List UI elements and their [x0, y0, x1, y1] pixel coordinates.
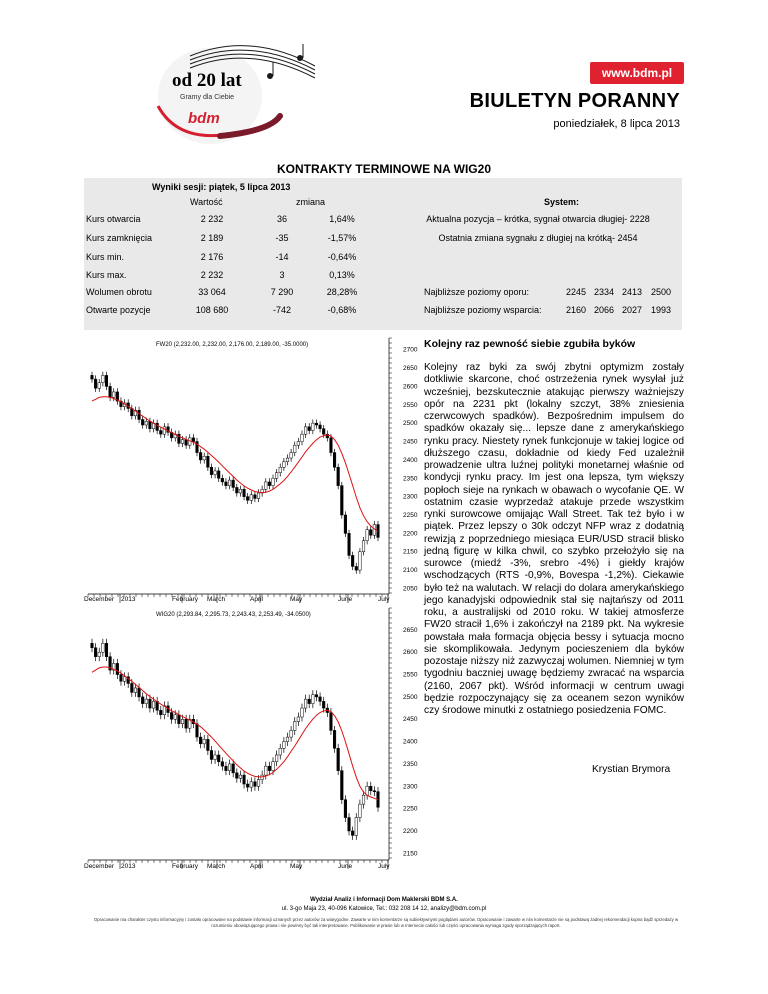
wig20-candle-body: [225, 766, 228, 770]
session-results-panel: [84, 178, 682, 330]
fw20-candle-body: [308, 427, 311, 431]
wig20-candle-body: [131, 683, 134, 692]
fw20-candle-body: [330, 438, 333, 453]
fw20-x-tick-label: 2013: [121, 596, 136, 603]
section-title: KONTRAKTY TERMINOWE NA WIG20: [276, 162, 491, 176]
fw20-candle-body: [297, 442, 300, 446]
fw20-candle-body: [250, 495, 253, 501]
resistance-label: Najbliższe poziomy oporu:: [424, 287, 530, 297]
wig20-candle-body: [254, 782, 257, 786]
wig20-candle-body: [348, 818, 351, 831]
fw20-candle-body: [319, 425, 322, 429]
fw20-candle-body: [149, 421, 152, 428]
wig20-candle-body: [91, 643, 94, 647]
fw20-candle-body: [268, 482, 271, 486]
fw20-candle-body: [199, 453, 202, 460]
fw20-candle-body: [369, 530, 372, 536]
system-current-position: Aktualna pozycja – krótka, sygnał otwarcia długiej- 2228: [426, 214, 650, 224]
wig20-candle-body: [159, 710, 162, 714]
wig20-x-tick-label: February: [172, 863, 199, 870]
fw20-y-tick-label: 2450: [403, 438, 418, 446]
row-value: 2 232: [200, 270, 224, 280]
col-system-header: System:: [544, 197, 580, 207]
row-percent: -1,57%: [327, 233, 357, 243]
wig20-candle-body: [290, 730, 293, 737]
support-level: 1993: [651, 305, 672, 315]
fw20-candle-body: [98, 383, 101, 389]
wig20-candle-body: [207, 739, 210, 750]
fw20-candle-body: [192, 438, 195, 442]
wig20-candle-body: [105, 643, 108, 656]
wig20-candle-body: [369, 786, 372, 790]
wig20-y-tick-label: 2200: [403, 827, 418, 835]
resistance-level: 2334: [594, 287, 615, 297]
wig20-candle-body: [340, 771, 343, 800]
fw20-candle-body: [239, 489, 242, 493]
wig20-candle-body: [138, 688, 141, 697]
fw20-candle-body: [225, 482, 228, 486]
row-value: 33 064: [198, 287, 226, 297]
svg-text:bdm: bdm: [188, 110, 220, 127]
wig20-candle-body: [312, 695, 315, 704]
fw20-x-tick-label: March: [207, 596, 226, 603]
fw20-candle-body: [279, 467, 282, 473]
fw20-candle-body: [94, 379, 97, 388]
article-author: Krystian Brymora: [592, 764, 671, 775]
wig20-candle-body: [246, 784, 249, 787]
fw20-candle-body: [221, 478, 224, 482]
wig20-candle-body: [319, 697, 322, 701]
fw20-candle-body: [355, 566, 358, 570]
wig20-x-tick-label: December: [84, 863, 114, 870]
wig20-candle-body: [102, 643, 105, 652]
wig20-candle-body: [279, 748, 282, 755]
fw20-candle-body: [283, 462, 286, 468]
row-percent: 28,28%: [326, 287, 358, 297]
fw20-candle-body: [301, 434, 304, 441]
fw20-candle-body: [228, 480, 231, 486]
wig20-candle-body: [181, 719, 184, 723]
fw20-chart-title: FW20 (2,232.00, 2,232.00, 2,176.00, 2,189.00, -35.0000): [156, 342, 309, 348]
row-change: -35: [275, 233, 289, 243]
wig20-candle-body: [170, 713, 173, 720]
wig20-candle-body: [333, 730, 336, 748]
wig20-y-tick-label: 2450: [403, 716, 418, 724]
wig20-candle-body: [221, 762, 224, 766]
fw20-candle-body: [315, 423, 318, 425]
fw20-x-tick-label: June: [338, 596, 353, 603]
fw20-candle-body: [109, 386, 112, 397]
fw20-x-tick-label: April: [250, 596, 264, 603]
fw20-candle-body: [102, 375, 105, 382]
row-label: Wolumen obrotu: [86, 287, 152, 297]
wig20-chart-title: WIG20 (2,293.84, 2,295.73, 2,243.43, 2,253.49, -34.0500): [156, 612, 311, 618]
bdm-anniversary-logo: [150, 36, 320, 156]
fw20-candle-body: [181, 440, 184, 444]
wig20-x-tick-label: April: [250, 863, 264, 870]
wig20-candle-body: [214, 755, 217, 759]
resistance-level: 2413: [622, 287, 643, 297]
row-change: -14: [275, 252, 289, 262]
row-label: Kurs min.: [86, 252, 125, 262]
footer-contact: ul. 3-go Maja 23, 40-096 Katowice, Tel.: 032 208 14 12, analizy@bdm.com.pl: [281, 906, 487, 912]
support-level: 2160: [566, 305, 587, 315]
fw20-candle-body: [348, 533, 351, 555]
wig20-candle-body: [243, 775, 246, 784]
fw20-candle-body: [91, 375, 94, 379]
row-percent: -0,64%: [327, 252, 357, 262]
wig20-candle-body: [145, 699, 148, 703]
fw20-candle-body: [214, 471, 217, 475]
fw20-candle-body: [286, 458, 289, 462]
row-change: -742: [272, 305, 291, 315]
wig20-candle-body: [337, 748, 340, 770]
row-value: 2 232: [200, 214, 224, 224]
wig20-candle-body: [293, 721, 296, 730]
resistance-level: 2245: [566, 287, 587, 297]
fw20-y-tick-label: 2350: [403, 475, 418, 483]
row-percent: 1,64%: [329, 214, 355, 224]
fw20-candle-body: [290, 453, 293, 459]
fw20-candle-body: [344, 515, 347, 533]
wig20-y-tick-label: 2650: [403, 626, 418, 634]
wig20-y-tick-label: 2550: [403, 671, 418, 679]
wig20-candle-body: [355, 818, 358, 836]
wig20-candle-body: [228, 764, 231, 771]
wig20-candle-body: [134, 688, 137, 692]
fw20-y-tick-label: 2100: [403, 567, 418, 575]
wig20-y-tick-label: 2350: [403, 760, 418, 768]
support-level: 2066: [594, 305, 615, 315]
fw20-candle-body: [359, 552, 362, 570]
fw20-candle-body: [243, 489, 246, 496]
wig20-candle-body: [178, 715, 181, 724]
wig20-candle-body: [257, 780, 260, 787]
system-last-change: Ostatnia zmiana sygnału z długiej na krótką- 2454: [438, 233, 638, 243]
row-label: Otwarte pozycje: [86, 305, 151, 315]
fw20-candle-body: [275, 473, 278, 479]
wig20-candle-body: [232, 764, 235, 773]
fw20-y-tick-label: 2300: [403, 493, 418, 501]
wig20-candle-body: [152, 701, 155, 708]
wig20-candle-body: [236, 773, 239, 778]
wig20-candle-body: [286, 737, 289, 741]
fw20-candle-body: [210, 467, 213, 474]
fw20-candle-body: [272, 478, 275, 485]
wig20-y-tick-label: 2400: [403, 738, 418, 746]
svg-text:Gramy dla Ciebie: Gramy dla Ciebie: [180, 94, 235, 101]
wig20-candle-body: [174, 715, 177, 719]
wig20-candle-body: [322, 701, 325, 708]
fw20-candle-body: [236, 487, 239, 493]
wig20-y-tick-label: 2300: [403, 783, 418, 791]
fw20-candle-body: [217, 471, 220, 478]
fw20-candle-body: [105, 375, 108, 386]
svg-text:od 20 lat: od 20 lat: [172, 70, 242, 91]
row-change: 3: [279, 270, 285, 280]
row-value: 2 176: [200, 252, 224, 262]
fw20-x-tick-label: December: [84, 596, 114, 603]
wig20-candle-body: [301, 708, 304, 717]
wig20-candle-body: [283, 742, 286, 749]
fw20-y-tick-label: 2150: [403, 548, 418, 556]
fw20-candle-body: [112, 392, 115, 398]
row-label: Kurs zamknięcia: [86, 233, 153, 243]
fw20-candle-body: [304, 427, 307, 434]
fw20-candle-body: [362, 541, 365, 552]
fw20-candle-body: [322, 429, 325, 435]
wig20-y-tick-label: 2600: [403, 649, 418, 657]
wig20-candle-body: [268, 766, 271, 770]
fw20-y-tick-label: 2400: [403, 456, 418, 464]
wig20-candle-body: [264, 766, 267, 775]
wig20-candle-body: [94, 648, 97, 657]
wig20-candle-body: [217, 755, 220, 762]
wig20-candle-body: [272, 762, 275, 771]
fw20-candle-body: [138, 410, 141, 419]
wig20-candle-body: [141, 697, 144, 704]
fw20-candle-body: [141, 419, 144, 425]
row-value: 2 189: [200, 233, 224, 243]
footer-disclaimer: Opracowanie ma charakter czysto informacyjny i zostało opracowane na podstawie informacji uznanych przez autorów za wiarygodne. Zawarte w nim komentarze są subiektywnymi poglądami autorów. Opracowanie i zawarte w nim komentarze nie są podstawą żadnej rekomendacji kupna bądź sprzedaży w rozumieniu obowiązującego prawa i nie powinny być tak interpretowane. Publikowanie w prasie lub w Internecie całości lub części opracowania wymaga zgody sporządzających raport.: [93, 917, 679, 928]
fw20-candle-body: [351, 555, 354, 566]
wig20-candle-body: [330, 713, 333, 731]
fw20-candle-body: [312, 423, 315, 430]
fw20-y-tick-label: 2050: [403, 585, 418, 593]
support-label: Najbliższe poziomy wsparcia:: [424, 305, 542, 315]
wig20-candle-body: [315, 695, 318, 697]
fw20-y-tick-label: 2650: [403, 365, 418, 373]
row-percent: -0,68%: [327, 305, 357, 315]
fw20-candle-body: [185, 440, 188, 446]
fw20-y-tick-label: 2500: [403, 420, 418, 428]
fw20-y-tick-label: 2600: [403, 383, 418, 391]
wig20-candle-body: [239, 775, 242, 778]
wig20-candle-body: [362, 795, 365, 804]
wig20-candle-body: [304, 699, 307, 708]
wig20-candle-body: [185, 719, 188, 728]
wig20-candle-body: [308, 699, 311, 703]
fw20-x-tick-label: July: [378, 596, 390, 603]
fw20-candle-body: [333, 453, 336, 468]
fw20-candle-body: [293, 445, 296, 452]
footer-department: Wydział Analiz i Informacji Dom Maklerski BDM S.A.: [310, 897, 458, 903]
fw20-candle-body: [203, 456, 206, 460]
wig20-candle-body: [297, 717, 300, 721]
row-percent: 0,13%: [329, 270, 355, 280]
fw20-candle-body: [264, 482, 267, 489]
wig20-candle-body: [203, 739, 206, 743]
wig20-x-tick-label: June: [338, 863, 353, 870]
fw20-y-tick-label: 2700: [403, 346, 418, 354]
bulletin-date: poniedziałek, 8 lipca 2013: [553, 118, 680, 130]
wig20-candle-body: [123, 677, 126, 681]
wig20-y-tick-label: 2250: [403, 805, 418, 813]
wig20-x-tick-label: May: [290, 863, 303, 870]
fw20-candle-body: [257, 493, 260, 499]
wig20-candle-body: [98, 652, 101, 656]
row-change: 7 290: [270, 287, 294, 297]
fw20-candle-body: [337, 467, 340, 485]
row-label: Kurs otwarcia: [86, 214, 141, 224]
fw20-y-tick-label: 2200: [403, 530, 418, 538]
bdm-url-badge[interactable]: www.bdm.pl: [590, 62, 684, 84]
fw20-candle-body: [366, 530, 369, 541]
wig20-candle-body: [196, 724, 199, 737]
resistance-level: 2500: [651, 287, 672, 297]
wig20-candle-body: [351, 831, 354, 835]
fw20-y-tick-label: 2250: [403, 512, 418, 520]
row-label: Kurs max.: [86, 270, 127, 280]
row-value: 108 680: [195, 305, 229, 315]
fw20-y-tick-label: 2550: [403, 401, 418, 409]
wig20-candle-body: [359, 804, 362, 817]
wig20-candle-body: [275, 755, 278, 762]
col-change-header: zmiana: [296, 197, 326, 207]
article-title: Kolejny raz pewność siebie zgubiła byków: [424, 338, 636, 350]
wig20-candle-body: [116, 663, 119, 674]
row-change: 36: [276, 214, 287, 224]
bulletin-title: BIULETYN PORANNY: [469, 90, 680, 112]
fw20-candle-body: [159, 431, 162, 435]
session-title: Wyniki sesji: piątek, 5 lipca 2013: [152, 182, 291, 192]
wig20-x-tick-label: 2013: [121, 863, 136, 870]
wig20-candle-body: [149, 699, 152, 708]
price-charts: [84, 332, 418, 872]
fw20-x-tick-label: February: [172, 596, 199, 603]
wig20-candle-body: [210, 751, 213, 760]
fw20-candle-body: [246, 497, 249, 501]
support-level: 2027: [622, 305, 643, 315]
wig20-x-tick-label: March: [207, 863, 226, 870]
fw20-candle-body: [207, 456, 210, 467]
wig20-x-tick-label: July: [378, 863, 390, 870]
wig20-candle-body: [250, 782, 253, 787]
col-value-header: Wartość: [190, 197, 223, 207]
wig20-y-tick-label: 2150: [403, 850, 418, 858]
wig20-candle-body: [373, 791, 376, 792]
fw20-candle-body: [163, 427, 166, 434]
wig20-candle-body: [199, 737, 202, 744]
wig20-y-tick-label: 2500: [403, 693, 418, 701]
fw20-x-tick-label: May: [290, 596, 303, 603]
fw20-candle-body: [145, 421, 148, 425]
wig20-candle-body: [344, 800, 347, 818]
fw20-candle-body: [340, 486, 343, 515]
article-body: Kolejny raz byki za swój zbytni optymizm zostały dotkliwie skarcone, choć ostrzeżenia rynek wysyłał już wcześniej, bezskutecznie atakując pierwszy ważniejszy opór na 2231 pkt (lokalny szczyt, 38% zniesienia czerwcowych spadków). Bezpośrednim impulsem do spadków okazały się... lepsze dane z amerykańskiego rynku pracy. Niestety rynek funkcjonuje w takiej logice od dłuższego czasu, dokładnie od kiedy Fed uzależnił prowadzenie ultra luźnej polityki monetarnej właśnie od kondycji rynku pracy. Im jest ona lepsza, tym większy popłoch sieje na rynkach w obawach o wycofanie QE. W ostatnim czasie wyprzedaż atakuje przede wszystkim rynki surowcowe omijając Wall Street. Tak też było i w piątek. Przez lepszy o 30k odczyt NFP wraz z dodatnią rewizją z poprzedniego miesiąca EUR/USD stracił blisko jedną figurę w kilka chwil, co szybko przełożyło się na surowce (miedź -3%, srebro -4%) i giełdy krajów wschodzących (RTS -0,9%, Bovespa -1,2%). Ciekawie było też na walutach. W relacji do dolara amerykańskiego jego kanadyjski odpowiednik stał się najtańszy od 2011 roku, a australijski od 2010 roku. W takiej atmosferze FW20 stracił 1,6% i zakończył na 2189 pkt. Na wykresie powstała mała formacja objęcia bessy i sytuacja mocno sie skomplikowała. Jedynym pocieszeniem dla byków pozostaje niższy niż zazwyczaj wolumen. Niemniej w tym tygodniu baczniej uwagę będziemy zwracać na wsparcia (2160, 2067 pkt). Wśród informacji w centrum uwagi będzie rozpoczynający się za oceanem sezon wyników czy środowe minutki z ostatniego posiedzenia FOMC.: [424, 362, 684, 716]
fw20-candle-body: [254, 495, 257, 499]
fw20-candle-body: [232, 480, 235, 487]
wig20-candle-body: [120, 675, 123, 682]
